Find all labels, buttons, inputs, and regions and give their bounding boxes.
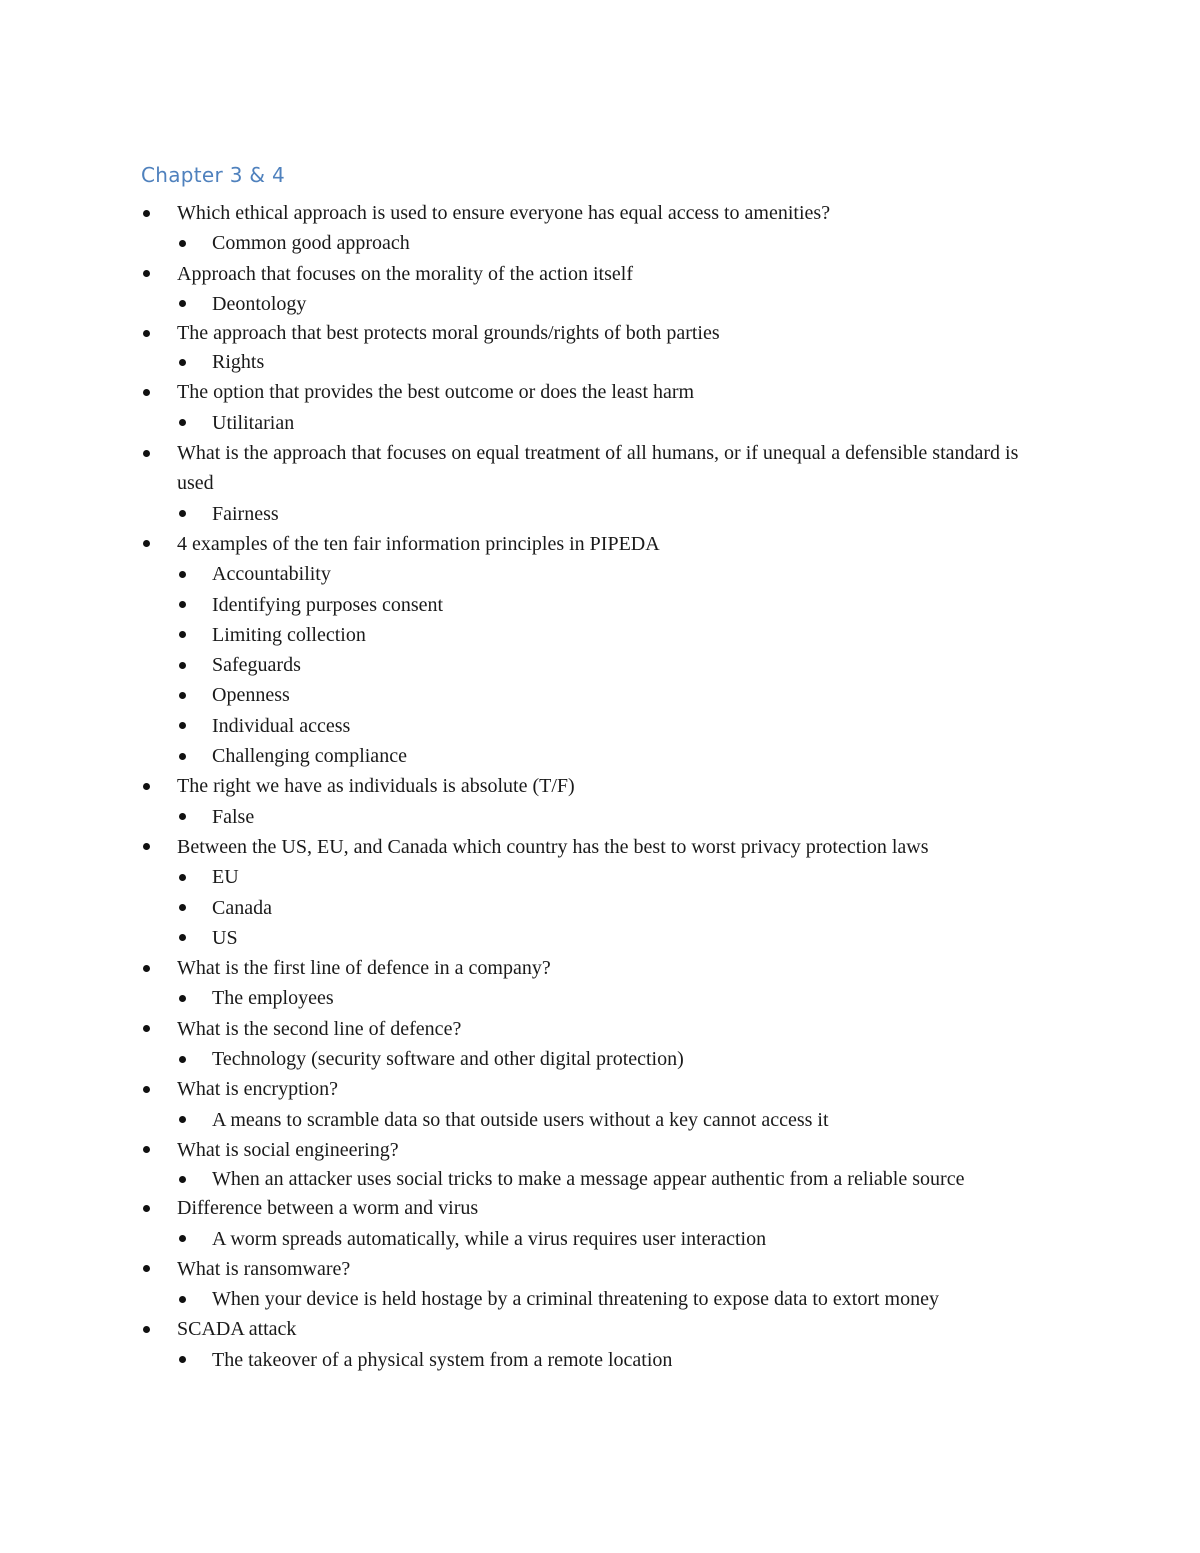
- answer-item: A worm spreads automatically, while a virus requires user interaction: [0, 1224, 1057, 1254]
- answer-item: Common good approach: [0, 228, 1057, 258]
- answer-item: Openness: [0, 680, 1057, 710]
- question-item: Difference between a worm and virus: [0, 1193, 1057, 1223]
- answer-item: Safeguards: [0, 650, 1057, 680]
- answer-item: Utilitarian: [0, 408, 1057, 438]
- question-item: What is ransomware?: [0, 1254, 1057, 1284]
- answer-item: Technology (security software and other digital protection): [0, 1044, 1057, 1074]
- question-item: What is encryption?: [0, 1074, 1057, 1104]
- question-item: The option that provides the best outcome or does the least harm: [0, 377, 1057, 407]
- answer-item: Deontology: [0, 289, 1057, 319]
- bullet-list: [0, 198, 1200, 1375]
- answer-item: False: [0, 802, 1057, 832]
- question-item: Which ethical approach is used to ensure everyone has equal access to amenities?: [0, 198, 1057, 228]
- answer-item: US: [0, 923, 1057, 953]
- answer-item: The takeover of a physical system from a remote location: [0, 1345, 1057, 1375]
- answer-item: Identifying purposes consent: [0, 590, 1057, 620]
- question-item: The approach that best protects moral grounds/rights of both parties: [0, 319, 1057, 347]
- answer-item: Accountability: [0, 559, 1057, 589]
- question-item: What is the first line of defence in a company?: [0, 953, 1057, 983]
- answer-item: A means to scramble data so that outside users without a key cannot access it: [0, 1105, 1057, 1135]
- answer-item: Rights: [0, 347, 1057, 377]
- answer-item: Fairness: [0, 499, 1057, 529]
- question-item: Between the US, EU, and Canada which country has the best to worst privacy protection laws: [0, 832, 1057, 862]
- answer-item: Individual access: [0, 711, 1057, 741]
- answer-item: Canada: [0, 893, 1057, 923]
- page-title: Chapter 3 & 4: [141, 163, 285, 187]
- answer-item: The employees: [0, 983, 1057, 1013]
- question-item: What is the second line of defence?: [0, 1014, 1057, 1044]
- question-item: What is the approach that focuses on equal treatment of all humans, or if unequal a defensible standard is used: [0, 438, 1057, 499]
- question-item: The right we have as individuals is absolute (T/F): [0, 771, 1057, 801]
- question-item: Approach that focuses on the morality of the action itself: [0, 259, 1057, 289]
- answer-item: When an attacker uses social tricks to make a message appear authentic from a reliable source: [0, 1165, 1057, 1193]
- answer-item: Challenging compliance: [0, 741, 1057, 771]
- question-item: What is social engineering?: [0, 1135, 1057, 1165]
- question-item: 4 examples of the ten fair information principles in PIPEDA: [0, 529, 1057, 559]
- answer-item: Limiting collection: [0, 620, 1057, 650]
- question-item: SCADA attack: [0, 1314, 1057, 1344]
- answer-item: EU: [0, 862, 1057, 892]
- answer-item: When your device is held hostage by a criminal threatening to expose data to extort money: [0, 1284, 1057, 1314]
